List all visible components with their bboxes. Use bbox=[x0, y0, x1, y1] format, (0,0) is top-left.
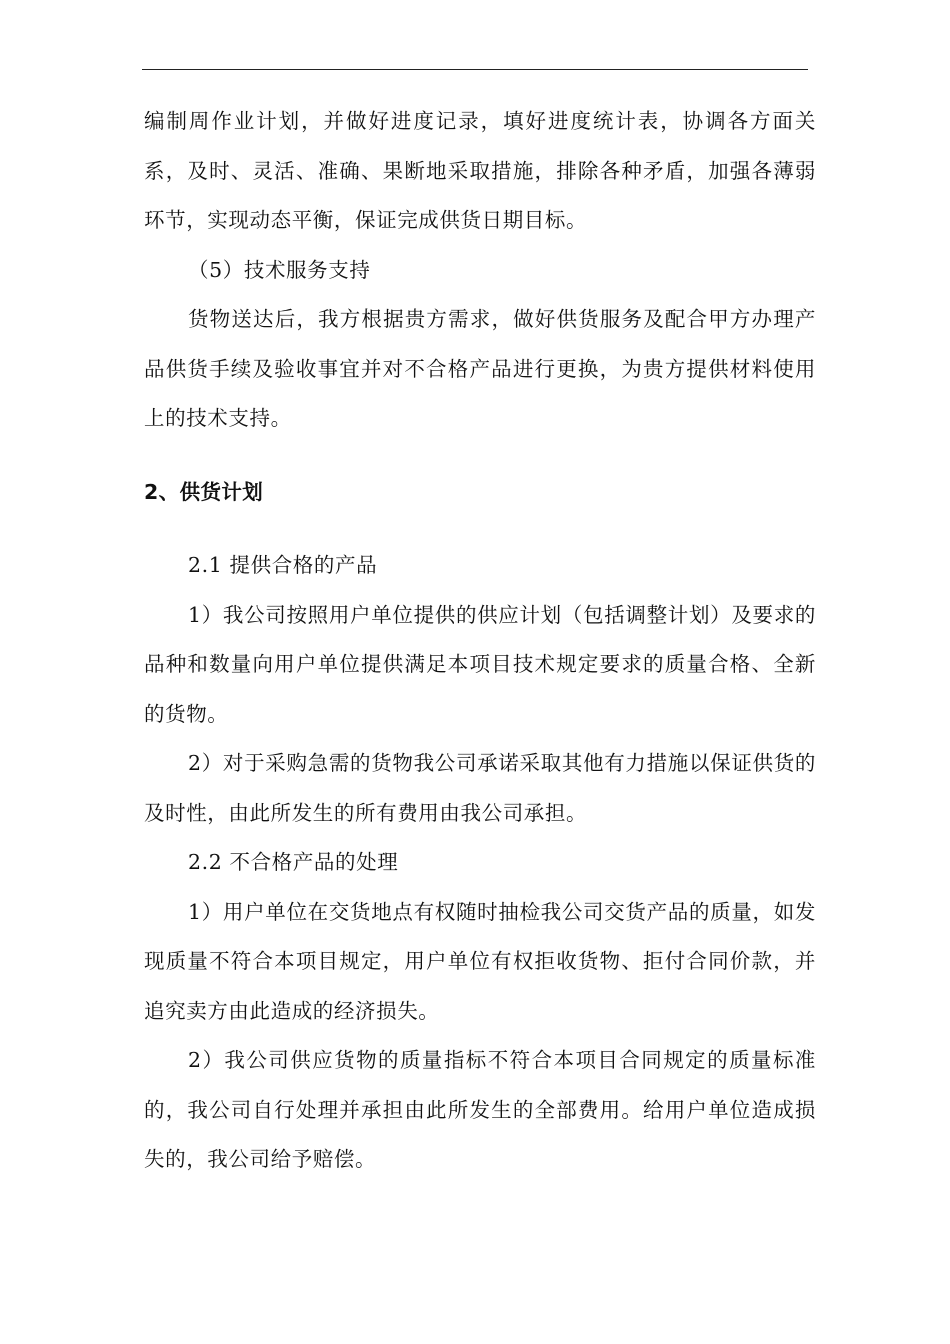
paragraph-qualified-1: 1）我公司按照用户单位提供的供应计划（包括调整计划）及要求的品种和数量向用户单位提供满足本项目技术规定要求的质量合格、全新的货物。 bbox=[144, 602, 816, 726]
paragraph-tech-support: 货物送达后，我方根据贵方需求，做好供货服务及配合甲方办理产品供货手续及验收事宜并对不合格产品进行更换，为贵方提供材料使用上的技术支持。 bbox=[144, 307, 816, 430]
subheading-qualified-products: 2.1 提供合格的产品 bbox=[188, 553, 378, 577]
paragraph-schedule-plan: 编制周作业计划，并做好进度记录，填好进度统计表，协调各方面关系，及时、灵活、准确、果断地采取措施，排除各种矛盾，加强各薄弱环节，实现动态平衡，保证完成供货日期目标。 bbox=[144, 109, 816, 232]
section-heading: 2、供货计划 bbox=[144, 479, 264, 504]
document-body bbox=[144, 97, 816, 1185]
subheading-unqualified-handling: 2.2 不合格产品的处理 bbox=[188, 850, 399, 874]
paragraph-unqualified-1: 1）用户单位在交货地点有权随时抽检我公司交货产品的质量，如发现质量不符合本项目规定，用户单位有权拒收货物、拒付合同价款，并追究卖方由此造成的经济损失。 bbox=[144, 899, 816, 1023]
paragraph-unqualified-2: 2）我公司供应货物的质量指标不符合本项目合同规定的质量标准的，我公司自行处理并承担由此所发生的全部费用。给用户单位造成损失的，我公司给予赔偿。 bbox=[144, 1048, 816, 1171]
paragraph-qualified-2: 2）对于采购急需的货物我公司承诺采取其他有力措施以保证供货的及时性，由此所发生的所有费用由我公司承担。 bbox=[144, 751, 816, 825]
header-rule bbox=[142, 69, 808, 70]
subheading-tech-support: （5）技术服务支持 bbox=[188, 257, 371, 282]
